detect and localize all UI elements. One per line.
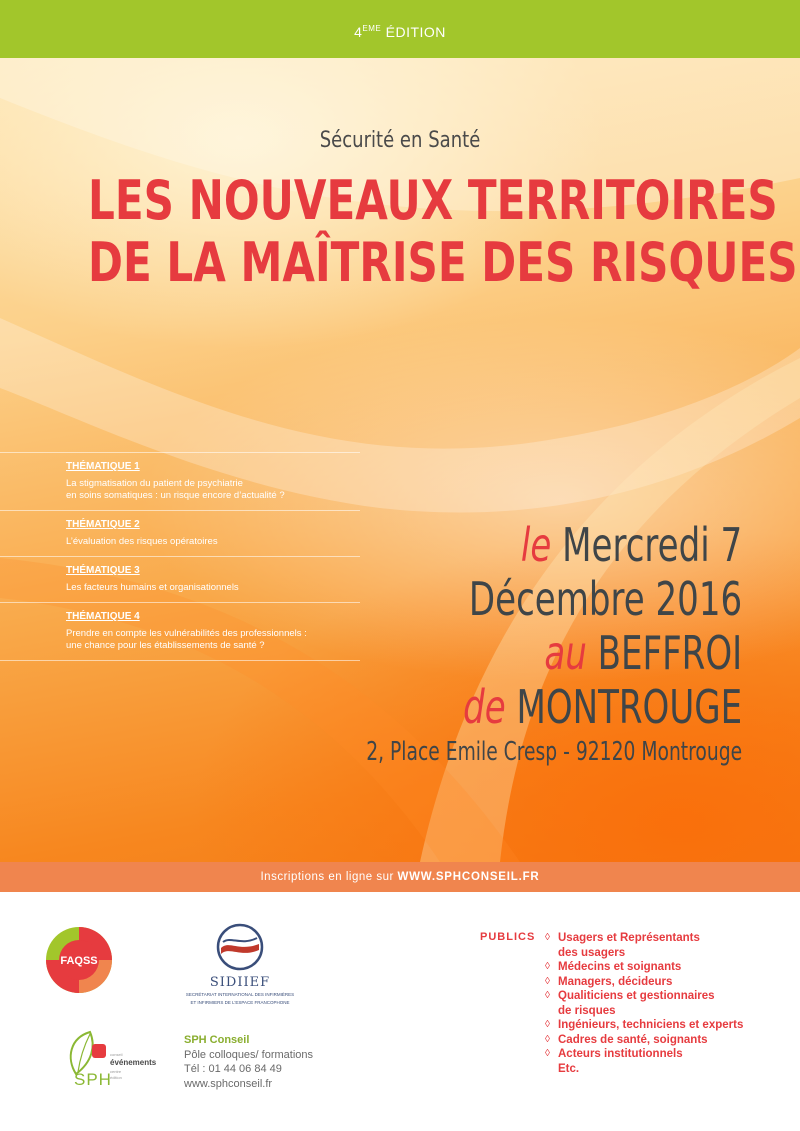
sph-events-text: événements [110,1058,157,1067]
prefix-le: le [520,518,552,572]
title-line-2: DE LA MAÎTRISE DES RISQUES [88,231,798,294]
publics-list [545,931,785,1062]
public-item-text: Acteurs institutionnels [558,1048,683,1060]
edition-number: 4 [354,24,363,40]
public-item-text: Ingénieurs, techniciens et experts [558,1019,744,1031]
registration-band [0,862,800,892]
publics-etc: Etc. [558,1063,580,1075]
prefix-de: de [462,680,506,734]
event-address: 2, Place Emile Cresp - 92120 Montrouge [366,737,742,767]
theme-label: THÉMATIQUE 2 [66,519,140,530]
event-venue-line-1 [356,626,742,680]
event-day: Mercredi 7 [561,518,742,572]
list-item [545,931,785,960]
contact-website[interactable]: www.sphconseil.fr [184,1077,273,1090]
event-date-line-1 [356,518,742,572]
sph-logo-text: SPH [74,1070,112,1089]
sidiief-emblem [215,922,265,972]
edition-label: ÉDITION [385,24,446,40]
bullet-icon: ◊ [545,1048,550,1059]
event-date-line-2: Décembre 2016 [468,572,742,626]
event-venue-line-2 [356,680,742,734]
faqss-logo [44,925,114,995]
edition-band [0,0,800,58]
public-item-text: Qualiticiens et gestionnaires de risques [558,990,715,1017]
sph-small-3: édition [110,1075,122,1080]
registration-text: Inscriptions en ligne sur [260,871,394,883]
list-item [545,960,785,975]
contact-department: Pôle colloques/ formations [184,1048,314,1061]
publics-label: PUBLICS [480,931,536,943]
bullet-icon: ◊ [545,1033,550,1045]
theme-text: Les facteurs humains et organisationnels [66,582,239,593]
public-item-text: Cadres de santé, soignants [558,1033,708,1046]
title-line-1: LES NOUVEAUX TERRITOIRES [88,169,778,232]
sidiief-name: SIDIIEF [209,975,271,990]
event-title [88,169,798,294]
sidiief-logo [170,922,310,1006]
sidiief-tagline-1: SECRÉTARIAT INTERNATIONAL DES INFIRMIÈRES [185,992,295,997]
event-subtitle: Sécurité en Santé [319,128,481,153]
contact-block [184,1033,313,1091]
theme-label: THÉMATIQUE 3 [66,565,140,576]
theme-label: THÉMATIQUE 4 [66,611,140,622]
contact-name: SPH Conseil [184,1034,250,1046]
bullet-icon: ◊ [545,990,550,1001]
public-item-text: Médecins et soignants [558,961,682,973]
sidiief-tagline-2: ET INFIRMIERS DE L’ESPACE FRANCOPHONE [190,1000,290,1005]
venue-name: BEFFROI [597,626,742,680]
sph-small-1: conseil [110,1052,123,1057]
contact-phone: Tél : 01 44 06 84 49 [184,1063,282,1075]
hero-section [0,58,800,862]
bullet-icon: ◊ [545,975,550,987]
theme-label: THÉMATIQUE 1 [66,461,140,472]
list-item [545,989,785,1018]
bullet-icon: ◊ [545,932,550,943]
faqss-logo-text: FAQSS [60,955,98,967]
event-details [220,518,742,770]
theme-text: La stigmatisation du patient de psychiatrie en soins somatiques : un risque encore d’actualité ? [66,478,285,501]
venue-city: MONTROUGE [516,680,742,734]
theme-item [0,452,360,510]
prefix-au: au [544,626,587,680]
sph-logo [46,1028,166,1092]
edition-superscript: EME [362,24,382,33]
list-item [545,1018,785,1033]
public-item-text: Usagers et Représentants des usagers [558,932,700,959]
sph-small-2: centre [110,1069,122,1074]
theme-text: L’évaluation des risques opératoires [66,536,218,547]
bullet-icon: ◊ [545,1019,550,1030]
registration-link[interactable]: WWW.SPHCONSEIL.FR [397,871,540,883]
list-item [545,1047,785,1062]
list-item [545,975,785,990]
bullet-icon: ◊ [545,961,550,972]
theme-text: Prendre en compte les vulnérabilités des professionnels : une chance pour les établissements de santé ? [66,628,307,651]
public-item-text: Managers, décideurs [558,975,673,988]
list-item [545,1033,785,1048]
